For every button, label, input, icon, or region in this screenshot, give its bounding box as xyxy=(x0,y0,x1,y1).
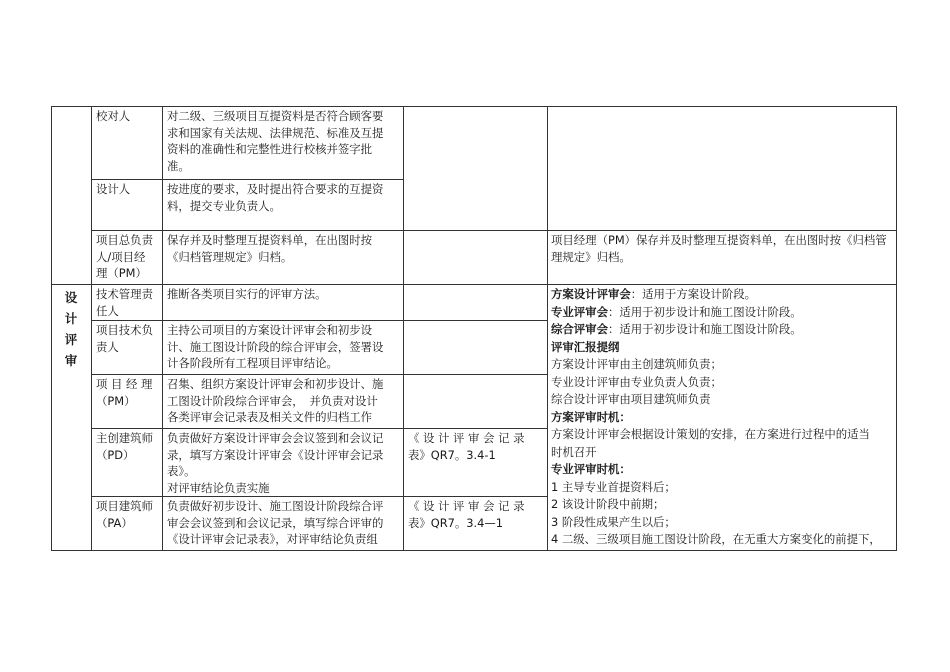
record-cell-pd xyxy=(408,430,524,463)
role-line: 主创建筑师 xyxy=(96,431,153,445)
duty-line: 求和国家有关法规、法律规范、标准及互提 xyxy=(167,125,384,140)
duty-cell-project-manager xyxy=(167,232,372,265)
row-divider xyxy=(91,179,403,180)
role-cell-proofreader xyxy=(96,108,130,125)
table-border-top xyxy=(51,106,897,107)
note-text: 方案设计评审会根据设计策划的安排，在方案进行过程中的适当 xyxy=(551,427,870,441)
duty-cell-proofreader xyxy=(167,108,383,174)
duty-line: 主持公司项目的方案设计评审会和初步设 xyxy=(167,323,373,337)
section-char: 审 xyxy=(64,353,78,368)
row-divider xyxy=(51,284,897,285)
note-text: 综合设计评审由项目建筑师负责 xyxy=(551,392,711,406)
role-line: 项目建筑师 xyxy=(96,499,153,513)
note-line xyxy=(551,479,881,497)
col-divider-section xyxy=(91,106,92,551)
col-divider-duty xyxy=(403,106,404,551)
duty-cell-tech-manager xyxy=(167,286,326,303)
role-line: 项目总负责 xyxy=(96,233,153,247)
duty-line: 负责做好方案设计评审会会议签到和会议记 xyxy=(167,431,384,445)
role-line: 人/项目经 xyxy=(96,249,146,264)
role-line: 项 目 经 理 xyxy=(96,377,153,391)
record-line: 《 设 计 评 审 会 记 录 xyxy=(408,499,525,513)
duty-line: 工图设计阶段综合评审会， 并负责对设计 xyxy=(167,393,378,408)
table-border-bottom xyxy=(51,550,897,551)
duty-line: 计各阶段所有工程项目评审结论。 xyxy=(167,356,338,371)
note-text: 2 该设计阶段中前期； xyxy=(551,497,665,511)
duty-line: 表》。 xyxy=(167,464,196,479)
note-label: 方案评审时机 xyxy=(551,409,620,424)
role-cell-project-manager xyxy=(96,232,153,282)
duty-cell-pm xyxy=(167,376,383,426)
duty-line: 各类评审会记录表及相关文件的归档工作 xyxy=(167,410,373,425)
record-line: 表》QR7。3.4—1 xyxy=(408,515,504,530)
note-line: 项目经理（PM）保存并及时整理互提资料单，在出图时按《归档管 xyxy=(551,233,887,247)
note-line xyxy=(551,321,881,339)
duty-line: 《设计评审会记录表》，对评审结论负责组 xyxy=(167,532,378,547)
note-text: ：适用于方案设计阶段。 xyxy=(630,287,757,301)
duty-line: 保存并及时整理互提资料单，在出图时按 xyxy=(167,233,373,247)
duty-line: 负责做好初步设计、施工图设计阶段综合评 xyxy=(167,499,384,513)
row-divider xyxy=(91,230,897,231)
note-text: 时机召开 xyxy=(551,444,597,459)
role-line: 责人 xyxy=(96,339,119,354)
note-text: 1 主导专业首提资料后； xyxy=(551,479,676,494)
col-divider-record xyxy=(547,106,548,551)
role-cell-designer xyxy=(96,181,130,198)
section-char: 评 xyxy=(64,332,78,347)
responsibility-table xyxy=(51,106,897,551)
note-label: 评审汇报提纲 xyxy=(551,339,620,354)
note-label: 综合评审会 xyxy=(551,322,608,336)
note-line xyxy=(551,391,881,409)
note-line xyxy=(551,339,881,357)
row-divider xyxy=(91,374,547,375)
duty-line: 准。 xyxy=(167,158,190,173)
note-text: 3 阶段性成果产生以后； xyxy=(551,514,676,529)
note-text: ： xyxy=(619,409,631,424)
duty-line: 推断各类项目实行的评审方法。 xyxy=(167,287,327,301)
duty-line: 对二级、三级项目互提资料是否符合顾客要 xyxy=(167,109,384,123)
note-text: ： xyxy=(619,462,631,476)
note-cell-project-manager xyxy=(551,232,887,265)
role-cell-pm xyxy=(96,376,152,409)
role-line: （PD） xyxy=(96,447,135,462)
note-text: 4 二级、三级项目施工图设计阶段，在无重大方案变化的前提下， xyxy=(551,532,881,546)
role-cell-pd xyxy=(96,430,153,463)
note-text: ：适用于初步设计和施工图设计阶段。 xyxy=(607,304,802,319)
record-line: 表》QR7。3.4-1 xyxy=(408,447,496,462)
role-line: 任人 xyxy=(96,303,119,318)
section-label-design-review xyxy=(51,287,91,371)
role-text: 校对人 xyxy=(96,109,131,123)
col-divider-role xyxy=(162,106,163,551)
duty-cell-tech-lead xyxy=(167,322,383,372)
duty-line: 录，填写方案设计评审会《设计评审会记录 xyxy=(167,447,384,462)
duty-line: 资料的准确性和完整性进行校核并签字批 xyxy=(167,142,373,157)
note-line xyxy=(551,496,881,514)
note-line xyxy=(551,286,881,304)
duty-line: 计、施工图设计阶段的综合评审会，签署设 xyxy=(167,339,384,354)
note-line xyxy=(551,444,881,462)
role-cell-tech-lead xyxy=(96,322,153,355)
review-notes-cell xyxy=(551,286,881,549)
duty-cell-pa xyxy=(167,498,383,548)
note-line: 理规定》归档。 xyxy=(551,249,631,264)
duty-line: 审会会议签到和会议记录，填写综合评审的 xyxy=(167,515,384,530)
duty-cell-designer xyxy=(167,181,383,214)
record-line: 《 设 计 评 审 会 记 录 xyxy=(408,431,525,445)
note-line xyxy=(551,426,881,444)
duty-line: 《归档管理规定》归档。 xyxy=(167,249,293,264)
record-cell-pa xyxy=(408,498,524,531)
role-cell-pa xyxy=(96,498,153,531)
role-line: （PM） xyxy=(96,393,136,408)
duty-line: 对评审结论负责实施 xyxy=(167,480,270,495)
row-divider xyxy=(91,428,547,429)
note-line xyxy=(551,461,881,479)
section-char: 计 xyxy=(64,311,78,326)
note-label: 专业评审会 xyxy=(551,304,608,319)
table-border-right xyxy=(896,106,897,551)
note-line xyxy=(551,356,881,374)
note-label: 专业评审时机 xyxy=(551,462,620,476)
role-text: 设计人 xyxy=(96,182,131,196)
role-line: 技术管理责 xyxy=(96,287,153,301)
note-label: 方案设计评审会 xyxy=(551,287,631,301)
note-text: 方案设计评审由主创建筑师负责； xyxy=(551,357,722,371)
duty-line: 召集、组织方案设计评审会和初步设计、施 xyxy=(167,377,384,391)
role-line: 项目技术负 xyxy=(96,323,153,337)
note-line xyxy=(551,531,881,549)
role-cell-tech-manager xyxy=(96,286,153,319)
note-text: 专业设计评审由专业负责人负责； xyxy=(551,374,722,389)
duty-line: 按进度的要求，及时提出符合要求的互提资 xyxy=(167,182,384,196)
note-text: ：适用于初步设计和施工图设计阶段。 xyxy=(607,322,802,336)
row-divider xyxy=(91,320,547,321)
note-line xyxy=(551,304,881,322)
duty-line: 料，提交专业负责人。 xyxy=(167,198,281,213)
duty-cell-pd xyxy=(167,430,383,496)
role-line: （PA） xyxy=(96,515,133,530)
section-char: 设 xyxy=(64,290,78,305)
note-line xyxy=(551,409,881,427)
note-line xyxy=(551,514,881,532)
note-line xyxy=(551,374,881,392)
role-line: 理（PM） xyxy=(96,266,147,281)
